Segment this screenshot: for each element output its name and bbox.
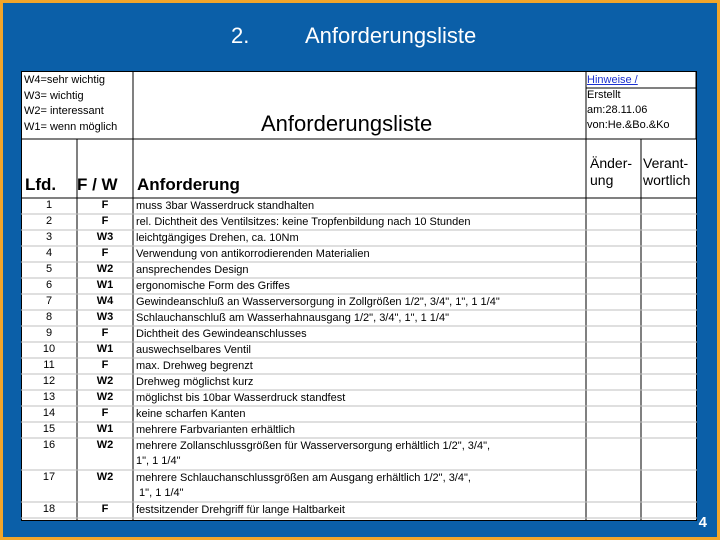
table-row: [21, 358, 697, 374]
column-header-aenderung-line2: ung: [590, 172, 614, 188]
row-lfd: 9: [45, 327, 53, 339]
row-requirement: Verwendung von antikorrodierenden Materialien: [136, 248, 370, 260]
row-requirement: festsitzender Drehgriff für lange Haltbarkeit: [136, 504, 345, 516]
row-requirement: Dichtheit des Gewindeanschlusses: [136, 328, 307, 340]
table-row: [21, 246, 697, 262]
row-lfd: 14: [42, 407, 56, 419]
table-row: [21, 390, 697, 406]
row-lfd: 15: [42, 423, 56, 435]
column-header-anforderung: Anforderung: [137, 175, 240, 194]
table-row: [21, 198, 697, 214]
slide-number: 2.: [231, 23, 250, 48]
row-priority: W1: [96, 423, 114, 435]
row-lfd: 3: [45, 231, 53, 243]
row-requirement: mehrere Zollanschlussgrößen für Wasserversorgung erhältlich 1/2", 3/4", 1", 1 1/4": [136, 440, 491, 467]
legend-w4: W4=sehr wichtig: [24, 74, 106, 86]
table-row: [21, 374, 697, 390]
row-requirement: ansprechendes Design: [136, 264, 249, 276]
column-header-verantwortlich-line1: Verant-: [643, 155, 689, 171]
table-row: [21, 406, 697, 422]
row-priority: W2: [96, 439, 114, 451]
requirements-rows: [21, 198, 697, 518]
row-priority: F: [101, 503, 109, 515]
row-lfd: 13: [42, 391, 56, 403]
table-row: [21, 278, 697, 294]
row-lfd: 5: [45, 263, 53, 275]
row-lfd: 1: [45, 199, 53, 211]
row-priority: W1: [96, 343, 114, 355]
column-header-fw: F / W: [77, 175, 118, 194]
table-row: [21, 438, 697, 470]
column-header-aenderung-line1: Änder-: [590, 155, 633, 171]
created-by: von:He.&Bo.&Ko: [587, 119, 670, 131]
table-row: [21, 294, 697, 310]
row-lfd: 17: [42, 471, 56, 483]
row-requirement: auswechselbares Ventil: [136, 344, 251, 356]
row-requirement: leichtgängiges Drehen, ca. 10Nm: [136, 232, 299, 244]
row-lfd: 6: [45, 279, 53, 291]
row-requirement: Drehweg möglichst kurz: [136, 376, 254, 388]
row-requirement: rel. Dichtheit des Ventilsitzes: keine Tropfenbildung nach 10 Stunden: [136, 216, 471, 228]
row-priority: W2: [96, 375, 114, 387]
row-lfd: 10: [42, 343, 56, 355]
row-priority: F: [101, 407, 109, 419]
row-lfd: 7: [45, 295, 53, 307]
row-priority: W2: [96, 263, 114, 275]
page-number: 4: [698, 514, 707, 531]
row-requirement: mehrere Schlauchanschlussgrößen am Ausgang erhältlich 1/2", 3/4", 1", 1 1/4": [136, 472, 471, 499]
row-lfd: 12: [42, 375, 56, 387]
row-priority: F: [101, 327, 109, 339]
legend-w3: W3= wichtig: [24, 89, 84, 102]
row-lfd: 11: [43, 359, 55, 371]
table-row: [21, 230, 697, 246]
table-row: [21, 262, 697, 278]
column-header-verantwortlich: [643, 155, 690, 197]
column-header-verantwortlich-line2: wortlich: [643, 172, 691, 188]
row-priority: W2: [96, 471, 114, 483]
table-row: [21, 310, 697, 326]
row-lfd: 18: [42, 503, 56, 515]
row-priority: F: [101, 359, 109, 371]
table-row: [21, 326, 697, 342]
row-requirement: max. Drehweg begrenzt: [136, 360, 253, 372]
row-priority: F: [101, 199, 109, 211]
row-requirement: muss 3bar Wasserdruck standhalten: [136, 200, 315, 212]
table-row: [21, 422, 697, 438]
row-requirement: mehrere Farbvarianten erhältlich: [136, 424, 295, 436]
created-date: am:28.11.06: [587, 104, 648, 116]
row-priority: W2: [96, 391, 114, 403]
column-header-lfd: Lfd.: [25, 175, 57, 194]
row-lfd: 8: [45, 311, 53, 323]
table-row: [21, 214, 697, 230]
legend-w2: W2= interessant: [24, 105, 104, 117]
requirements-sheet: [21, 71, 697, 521]
column-header-aenderung: [590, 155, 632, 197]
created-label: Erstellt: [587, 89, 621, 101]
hinweise-link[interactable]: Hinweise /: [587, 74, 638, 86]
slide-title-text: Anforderungsliste: [305, 23, 477, 48]
row-lfd: 16: [42, 439, 56, 451]
row-requirement: keine scharfen Kanten: [136, 408, 246, 420]
row-requirement: Gewindeanschluß an Wasserversorgung in Zollgrößen 1/2", 3/4", 1", 1 1/4": [136, 296, 500, 308]
row-priority: W4: [96, 295, 114, 307]
row-priority: F: [101, 247, 109, 259]
row-lfd: 2: [45, 215, 53, 227]
legend-w1: W1= wenn möglich: [24, 120, 118, 133]
row-lfd: 4: [45, 247, 53, 259]
table-row: [21, 342, 697, 358]
row-priority: W3: [96, 231, 114, 243]
row-requirement: Schlauchanschluß am Wasserhahnausgang 1/2", 3/4", 1", 1 1/4": [136, 312, 450, 324]
notes-box: [587, 73, 695, 133]
table-row: [21, 470, 697, 502]
row-priority: W1: [96, 279, 114, 291]
row-priority: W3: [96, 311, 114, 323]
priority-legend: [24, 73, 134, 135]
row-requirement: ergonomische Form des Griffes: [136, 280, 290, 292]
table-row: [21, 502, 697, 518]
sheet-title: Anforderungsliste: [261, 111, 433, 136]
row-priority: F: [101, 215, 109, 227]
row-requirement: möglichst bis 10bar Wasserdruck standfest: [136, 392, 346, 404]
